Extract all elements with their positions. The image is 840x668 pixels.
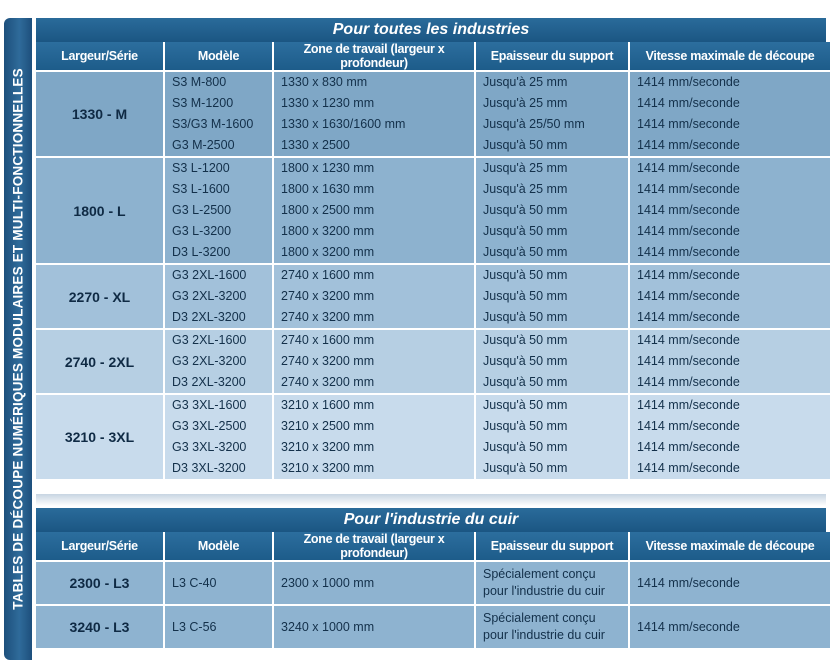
thickness-value: Jusqu'à 50 mm [483, 203, 568, 217]
header-serie: Largeur/Série [36, 532, 163, 560]
speed-cell [630, 72, 830, 156]
zone-value: 1800 x 1230 mm [281, 161, 375, 175]
zone-value: 1330 x 2500 [281, 138, 350, 152]
speed-value: 1414 mm/seconde [637, 138, 740, 152]
speed-value: 1414 mm/seconde [637, 310, 740, 324]
speed-cell [630, 395, 830, 479]
thickness-cell [476, 562, 628, 604]
table-row [36, 158, 830, 263]
model-value: D3 L-3200 [172, 245, 231, 259]
speed-value: 1414 mm/seconde [637, 182, 740, 196]
zone-value: 2740 x 3200 mm [281, 310, 375, 324]
side-title: TABLES DE DÉCOUPE NUMÉRIQUES MODULAIRES ET MULTI-FONCTIONNELLES [10, 68, 26, 610]
model-cell [165, 562, 272, 604]
table-row [36, 330, 830, 393]
model-value: D3 3XL-3200 [172, 461, 246, 475]
model-cell [165, 265, 272, 328]
thickness-value: Jusqu'à 50 mm [483, 375, 568, 389]
thickness-cell [476, 72, 628, 156]
model-value: S3 L-1200 [172, 161, 230, 175]
thickness-value: Jusqu'à 50 mm [483, 333, 568, 347]
table-row [36, 606, 830, 648]
speed-value: 1414 mm/seconde [637, 398, 740, 412]
speed-value: 1414 mm/seconde [637, 203, 740, 217]
header-speed: Vitesse maximale de découpe [630, 532, 830, 560]
table-row [36, 395, 830, 479]
thickness-value: Spécialement conçu [483, 611, 596, 625]
serie-value: 2300 - L3 [69, 575, 130, 591]
speed-value: 1414 mm/seconde [637, 96, 740, 110]
thickness-value: Spécialement conçu [483, 567, 596, 581]
speed-value: 1414 mm/seconde [637, 117, 740, 131]
speed-value: 1414 mm/seconde [637, 333, 740, 347]
zone-value: 1800 x 3200 mm [281, 224, 375, 238]
thickness-value: Jusqu'à 50 mm [483, 461, 568, 475]
thickness-value: Jusqu'à 25 mm [483, 161, 568, 175]
speed-cell [630, 265, 830, 328]
speed-value: 1414 mm/seconde [637, 354, 740, 368]
model-value: L3 C-40 [172, 575, 217, 590]
model-value: S3/G3 M-1600 [172, 117, 254, 131]
thickness-value: Jusqu'à 50 mm [483, 440, 568, 454]
speed-cell [630, 562, 830, 604]
thickness-value: Jusqu'à 50 mm [483, 245, 568, 259]
table-row [36, 72, 830, 156]
speed-cell [630, 606, 830, 648]
model-value: S3 M-800 [172, 75, 227, 89]
serie-cell: 2740 - 2XL [36, 330, 163, 393]
serie-value: 3240 - L3 [69, 619, 130, 635]
table-row [36, 562, 830, 604]
zone-value: 2740 x 3200 mm [281, 289, 375, 303]
section-title-leather: Pour l'industrie du cuir [36, 508, 826, 532]
zone-value: 3210 x 2500 mm [281, 419, 375, 433]
speed-value: 1414 mm/seconde [637, 161, 740, 175]
zone-value: 2740 x 3200 mm [281, 375, 375, 389]
model-value: G3 2XL-1600 [172, 333, 247, 347]
serie-cell: 2270 - XL [36, 265, 163, 328]
header-zone: Zone de travail (largeur x profondeur) [274, 532, 474, 560]
table-leather [34, 530, 832, 650]
thickness-cell [476, 330, 628, 393]
zone-value: 2740 x 1600 mm [281, 333, 375, 347]
section-divider [36, 494, 826, 506]
zone-value: 1800 x 2500 mm [281, 203, 375, 217]
zone-value: 1800 x 3200 mm [281, 245, 375, 259]
speed-value: 1414 mm/seconde [637, 75, 740, 89]
zone-cell [274, 265, 474, 328]
zone-cell [274, 606, 474, 648]
speed-value: 1414 mm/seconde [637, 375, 740, 389]
thickness-value: Jusqu'à 25 mm [483, 96, 568, 110]
thickness-value: Jusqu'à 50 mm [483, 224, 568, 238]
thickness-value: pour l'industrie du cuir [483, 584, 605, 598]
table-all-industries [34, 40, 832, 481]
model-value: G3 3XL-3200 [172, 440, 247, 454]
model-cell [165, 606, 272, 648]
model-value: D3 2XL-3200 [172, 375, 246, 389]
thickness-value: Jusqu'à 50 mm [483, 268, 568, 282]
header-zone: Zone de travail (largeur x profondeur) [274, 42, 474, 70]
header-model: Modèle [165, 532, 272, 560]
zone-value: 3210 x 3200 mm [281, 440, 375, 454]
speed-value: 1414 mm/seconde [637, 419, 740, 433]
model-value: S3 L-1600 [172, 182, 230, 196]
speed-value: 1414 mm/seconde [637, 619, 740, 634]
serie-cell: 1800 - L [36, 158, 163, 263]
thickness-cell [476, 395, 628, 479]
header-thickness: Epaisseur du support [476, 42, 628, 70]
thickness-cell [476, 606, 628, 648]
header-model: Modèle [165, 42, 272, 70]
zone-value: 3240 x 1000 mm [281, 619, 375, 634]
thickness-value: pour l'industrie du cuir [483, 628, 605, 642]
section-leather [36, 508, 826, 650]
serie-cell: 3210 - 3XL [36, 395, 163, 479]
thickness-value: Jusqu'à 50 mm [483, 419, 568, 433]
zone-cell [274, 158, 474, 263]
thickness-value: Jusqu'à 50 mm [483, 398, 568, 412]
zone-value: 3210 x 1600 mm [281, 398, 375, 412]
model-value: G3 3XL-1600 [172, 398, 247, 412]
speed-cell [630, 158, 830, 263]
table-row [36, 265, 830, 328]
zone-value: 1800 x 1630 mm [281, 182, 375, 196]
zone-value: 2300 x 1000 mm [281, 575, 375, 590]
speed-value: 1414 mm/seconde [637, 461, 740, 475]
model-value: G3 L-3200 [172, 224, 232, 238]
model-cell [165, 72, 272, 156]
model-value: G3 2XL-3200 [172, 289, 247, 303]
speed-value: 1414 mm/seconde [637, 440, 740, 454]
header-row [36, 532, 830, 560]
serie-cell [36, 606, 163, 648]
zone-cell [274, 395, 474, 479]
thickness-value: Jusqu'à 25/50 mm [483, 117, 585, 131]
zone-cell [274, 72, 474, 156]
zone-value: 1330 x 830 mm [281, 75, 368, 89]
thickness-cell [476, 158, 628, 263]
header-serie: Largeur/Série [36, 42, 163, 70]
serie-cell [36, 562, 163, 604]
model-value: G3 L-2500 [172, 203, 232, 217]
model-value: G3 2XL-3200 [172, 354, 247, 368]
zone-value: 2740 x 3200 mm [281, 354, 375, 368]
thickness-value: Jusqu'à 50 mm [483, 289, 568, 303]
speed-value: 1414 mm/seconde [637, 224, 740, 238]
thickness-value: Jusqu'à 25 mm [483, 182, 568, 196]
header-row [36, 42, 830, 70]
thickness-value: Jusqu'à 50 mm [483, 354, 568, 368]
thickness-value: Jusqu'à 50 mm [483, 310, 568, 324]
thickness-cell [476, 265, 628, 328]
model-cell [165, 395, 272, 479]
model-value: D3 2XL-3200 [172, 310, 246, 324]
section-title-all-industries: Pour toutes les industries [36, 18, 826, 42]
zone-value: 1330 x 1630/1600 mm [281, 117, 406, 131]
speed-value: 1414 mm/seconde [637, 268, 740, 282]
thickness-value: Jusqu'à 50 mm [483, 138, 568, 152]
speed-value: 1414 mm/seconde [637, 245, 740, 259]
header-thickness: Epaisseur du support [476, 532, 628, 560]
side-banner [4, 18, 32, 660]
zone-value: 2740 x 1600 mm [281, 268, 375, 282]
header-speed: Vitesse maximale de découpe [630, 42, 830, 70]
thickness-value: Jusqu'à 25 mm [483, 75, 568, 89]
model-cell [165, 158, 272, 263]
zone-value: 1330 x 1230 mm [281, 96, 375, 110]
model-value: G3 3XL-2500 [172, 419, 247, 433]
model-value: G3 M-2500 [172, 138, 235, 152]
speed-cell [630, 330, 830, 393]
serie-cell: 1330 - M [36, 72, 163, 156]
model-value: L3 C-56 [172, 619, 217, 634]
model-value: G3 2XL-1600 [172, 268, 247, 282]
zone-cell [274, 330, 474, 393]
zone-cell [274, 562, 474, 604]
model-cell [165, 330, 272, 393]
section-all-industries [36, 18, 826, 481]
speed-value: 1414 mm/seconde [637, 575, 740, 590]
zone-value: 3210 x 3200 mm [281, 461, 375, 475]
speed-value: 1414 mm/seconde [637, 289, 740, 303]
model-value: S3 M-1200 [172, 96, 234, 110]
